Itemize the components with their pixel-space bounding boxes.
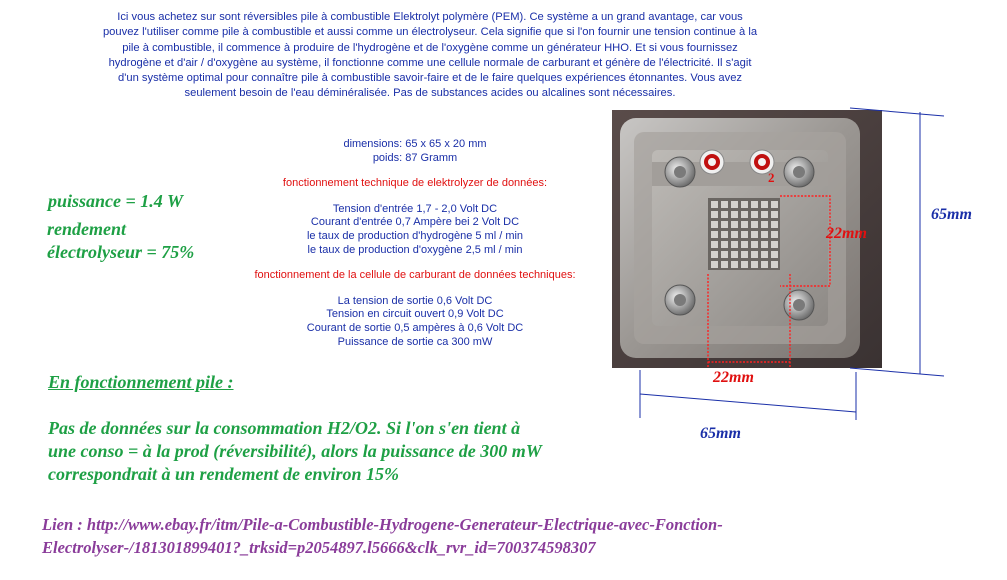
pile-text-line: Pas de données sur la consommation H2/O2. Si l'on s'en tient à	[48, 418, 521, 438]
link-line: Electrolyser-/181301899401?_trksid=p2054897.l5666&clk_rvr_id=700374598307	[42, 538, 596, 557]
fuelcell-spec: Tension en circuit ouvert 0,9 Volt DC	[326, 308, 504, 321]
pile-heading: En fonctionnement pile :	[48, 372, 234, 392]
rendement-value: électrolyseur = 75%	[47, 242, 195, 262]
intro-line: pile à combustible, il commence à produire de l'hydrogène et de l'oxygène comme un générateur HHO. Et si vous fournissez	[122, 41, 738, 54]
spec-weight: poids: 87 Gramm	[372, 151, 458, 164]
pile-text-line: une conso = à la prod (réversibilité), alors la puissance de 300 mW	[48, 441, 542, 461]
fuelcell-spec: Courant de sortie 0,5 ampères à 0,6 Volt DC	[306, 321, 524, 334]
width-dimension-line	[640, 394, 856, 412]
rendement-note: rendement	[47, 219, 126, 239]
intro-line: seulement besoin de l'eau déminéralisée. Pas de substances acides ou alcalines sont nécessaires.	[184, 87, 676, 100]
grid-width-label: 22mm	[713, 369, 754, 386]
fuelcell-heading: fonctionnement de la cellule de carburant de données techniques:	[254, 269, 576, 282]
link-line: Lien : http://www.ebay.fr/itm/Pile-a-Combustible-Hydrogene-Generateur-Electrique-avec-Fonction-	[42, 515, 723, 534]
dimension-line	[850, 108, 944, 116]
height-label: 65mm	[931, 206, 972, 223]
intro-line: Ici vous achetez sur sont réversibles pile à combustible Elektrolyt polymère (PEM). Ce système a un grand avantage, car vous	[117, 11, 743, 23]
grid-height-label: 22mm	[826, 225, 867, 242]
electrolyzer-heading: fonctionnement technique de elektrolyzer de données:	[282, 177, 548, 190]
electrolyzer-spec: Courant d'entrée 0,7 Ampère bei 2 Volt DC	[310, 216, 520, 229]
electrolyzer-spec: le taux de production d'hydrogène 5 ml / min	[306, 229, 524, 242]
intro-line: hydrogène et d'air / d'oxygène au système, il fonctionne comme une cellule normale de carburant et génère de l'électricité. Il s'agit	[108, 56, 752, 69]
dimension-line	[850, 368, 944, 376]
o2-label: 2	[768, 170, 775, 185]
spec-dimensions: dimensions: 65 x 65 x 20 mm	[343, 138, 487, 150]
intro-line: d'un système optimal pour connaître pile à combustible savoir-faire et de le faire quelques expériences étonnantes. Vous avez	[117, 72, 743, 85]
width-label: 65mm	[700, 425, 741, 442]
electrolyzer-spec: le taux de production d'oxygène 2,5 ml / min	[307, 243, 523, 256]
puissance-note: puissance = 1.4 W	[48, 191, 183, 211]
fuelcell-spec: La tension de sortie 0,6 Volt DC	[337, 294, 493, 307]
electrolyzer-spec: Tension d'entrée 1,7 - 2,0 Volt DC	[332, 202, 498, 215]
pile-text-line: correspondrait à un rendement de environ 15%	[48, 464, 400, 484]
fuelcell-spec: Puissance de sortie ca 300 mW	[337, 335, 493, 348]
intro-line: pouvez l'utiliser comme pile à combustible et aussi comme un électrolyseur. Cela signifie que si l'on fournir une tension continue à la	[102, 26, 758, 39]
